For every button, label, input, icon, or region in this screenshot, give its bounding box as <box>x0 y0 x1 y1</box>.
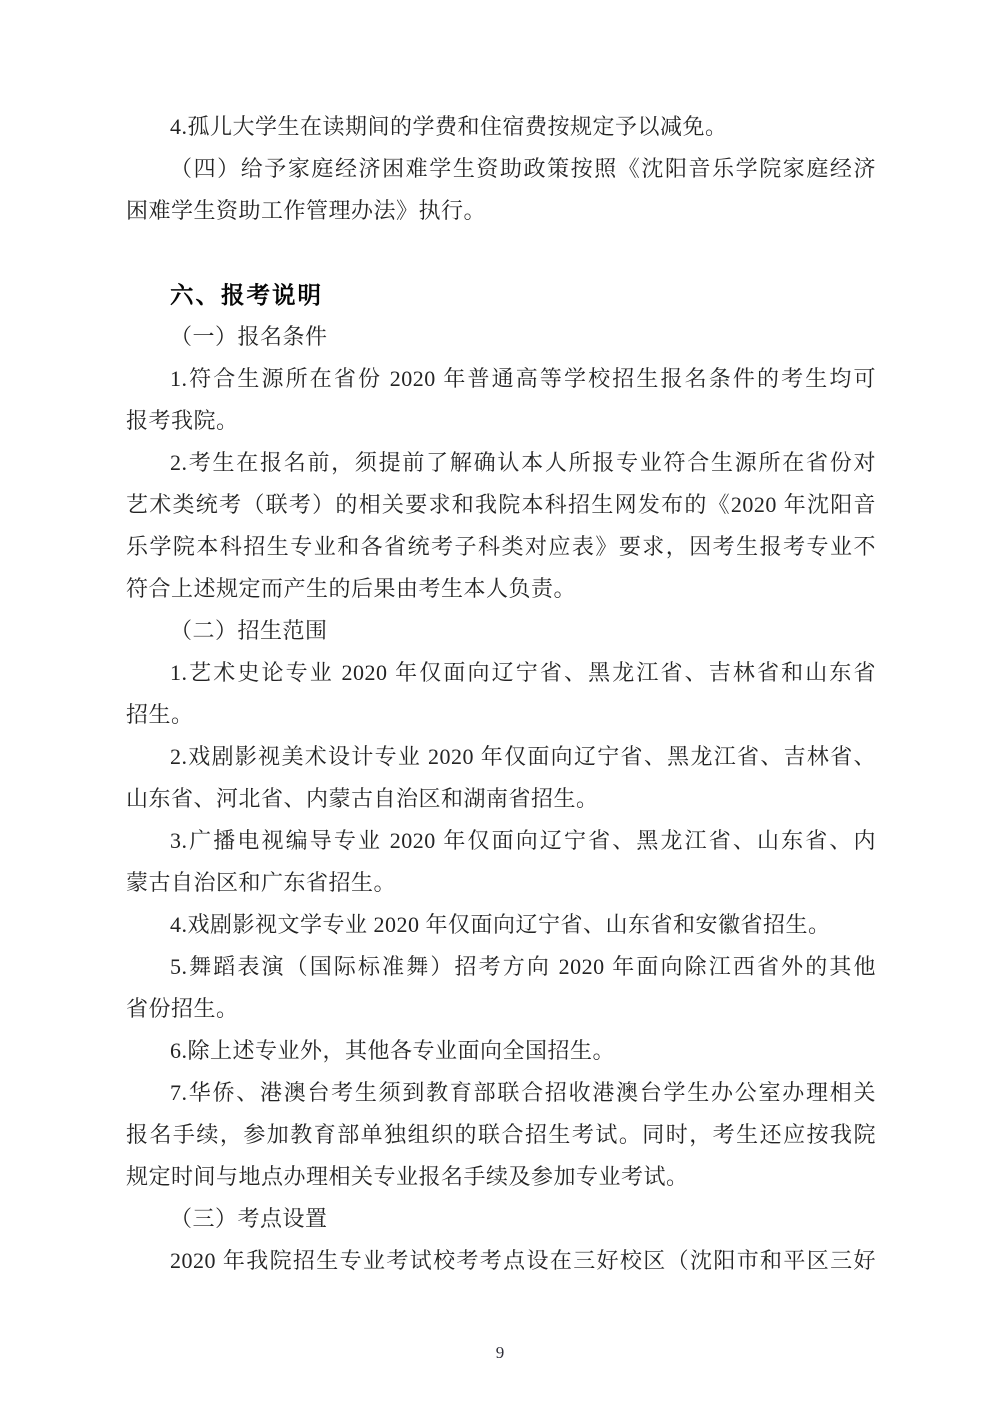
text-line: 6.除上述专业外，其他各专业面向全国招生。 <box>170 1038 616 1063</box>
text-line: 4.戏剧影视文学专业 2020 年仅面向辽宁省、山东省和安徽省招生。 <box>170 912 831 937</box>
text-line: 4.孤儿大学生在读期间的学费和住宿费按规定予以减免。 <box>170 114 728 139</box>
text-line: 7.华侨、港澳台考生须到教育部联合招收港澳台学生办公室办理相关 <box>170 1080 876 1105</box>
page-number: 9 <box>495 1343 505 1362</box>
text-line: 省份招生。 <box>126 996 239 1021</box>
text-line: 5.舞蹈表演（国际标准舞）招考方向 2020 年面向除江西省外的其他 <box>170 954 876 979</box>
text-line: 3.广播电视编导专业 2020 年仅面向辽宁省、黑龙江省、山东省、内 <box>170 828 876 853</box>
text-line: 困难学生资助工作管理办法》执行。 <box>126 198 487 223</box>
text-line: （二）招生范围 <box>170 618 328 643</box>
text-line: 乐学院本科招生专业和各省统考子科类对应表》要求，因考生报考专业不 <box>126 534 876 559</box>
text-line: 招生。 <box>126 702 194 727</box>
text-line: 符合上述规定而产生的后果由考生本人负责。 <box>126 576 577 601</box>
text-line: 1.艺术史论专业 2020 年仅面向辽宁省、黑龙江省、吉林省和山东省 <box>170 660 876 685</box>
text-line: 艺术类统考（联考）的相关要求和我院本科招生网发布的《2020 年沈阳音 <box>126 492 876 517</box>
text-line: （三）考点设置 <box>170 1206 328 1231</box>
text-line: 山东省、河北省、内蒙古自治区和湖南省招生。 <box>126 786 599 811</box>
text-line: 蒙古自治区和广东省招生。 <box>126 870 397 895</box>
text-line: 报考我院。 <box>126 408 239 433</box>
text-line: （四）给予家庭经济困难学生资助政策按照《沈阳音乐学院家庭经济 <box>170 156 876 181</box>
text-line: （一）报名条件 <box>170 324 328 349</box>
text-line: 2020 年我院招生专业考试校考考点设在三好校区（沈阳市和平区三好 <box>170 1248 876 1273</box>
blank-line <box>126 232 876 274</box>
text-line: 规定时间与地点办理相关专业报名手续及参加专业考试。 <box>126 1164 689 1189</box>
section-heading: 六、报考说明 <box>170 282 323 308</box>
text-line: 报名手续，参加教育部单独组织的联合招生考试。同时，考生还应按我院 <box>126 1122 876 1147</box>
text-line: 2.戏剧影视美术设计专业 2020 年仅面向辽宁省、黑龙江省、吉林省、 <box>170 744 876 769</box>
text-line: 2.考生在报名前，须提前了解确认本人所报专业符合生源所在省份对 <box>170 450 876 475</box>
text-line: 1.符合生源所在省份 2020 年普通高等学校招生报名条件的考生均可 <box>170 366 876 391</box>
document-body <box>126 106 876 1282</box>
